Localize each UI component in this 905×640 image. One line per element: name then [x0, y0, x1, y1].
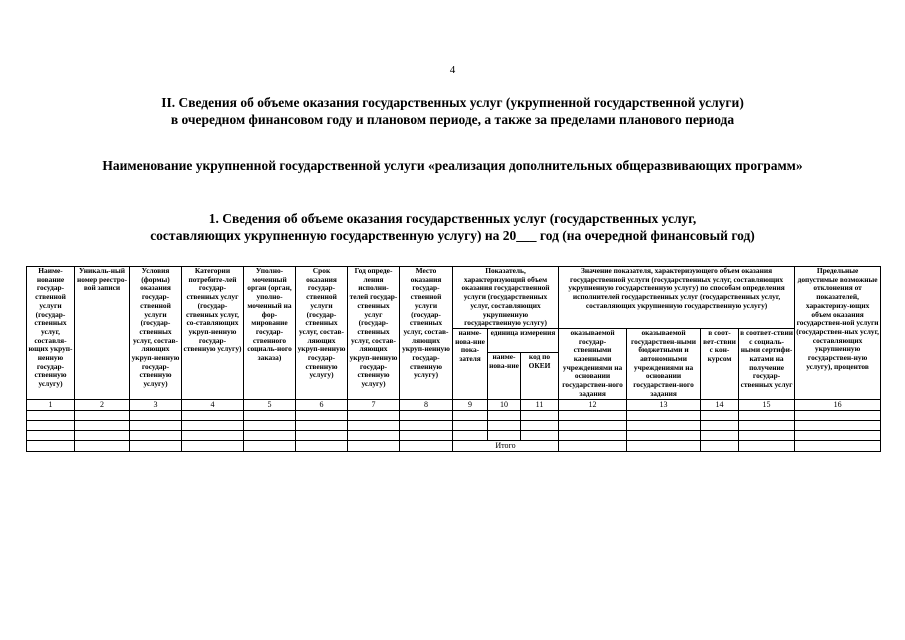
table-cell [453, 410, 488, 420]
table-cell [75, 440, 130, 451]
table-cell [488, 420, 521, 430]
header-indicator-group: Показатель, характеризующий объем оказания государственной услуги (государственных услуг, составляющих укрупненную государственную услугу) [453, 267, 559, 329]
table-cell [27, 420, 75, 430]
table-cell [348, 430, 400, 440]
header-registry-number: Уникаль-ный номер реестро-вой записи [75, 267, 130, 400]
column-number: 8 [400, 399, 453, 410]
column-number: 7 [348, 399, 400, 410]
header-unit-group: единица измерения [488, 328, 559, 352]
table-cell [75, 420, 130, 430]
table-cell [701, 430, 739, 440]
table-cell [348, 410, 400, 420]
table-cell [627, 410, 701, 420]
table-cell [27, 410, 75, 420]
header-budget-institutions: оказываемой государствен-ными бюджетными и автономными учреждениями на основании государствен-ного задания [627, 328, 701, 399]
table-cell [130, 430, 182, 440]
header-okei-code: код по ОКЕИ [521, 353, 559, 399]
table-cell [488, 410, 521, 420]
table-cell [400, 420, 453, 430]
table-cell [795, 410, 881, 420]
table-cell [453, 420, 488, 430]
table-cell [521, 410, 559, 420]
subsection-title-line-1: 1. Сведения об объеме оказания государственных услуг (государственных услуг, [208, 211, 697, 226]
table-cell [75, 410, 130, 420]
column-number: 9 [453, 399, 488, 410]
table-row [27, 430, 881, 440]
header-state-institutions: оказываемой государ-ственными казенными учреждениями на основании государствен-ного задания [559, 328, 627, 399]
table-cell [795, 420, 881, 430]
subsection-title-line-2: составляющих укрупненную государственную услугу) на 20___ год (на очередной финансовый год) [150, 228, 755, 243]
table-cell [739, 410, 795, 420]
subsection-title [0, 210, 905, 244]
table-cell [521, 420, 559, 430]
table-cell [244, 420, 296, 430]
section-title-line-2: в очередном финансовом году и плановом периоде, а также за пределами планового периода [170, 112, 735, 127]
header-service-term: Срок оказания государ-ственной услуги (государ-ственных услуг, состав-ляющих укруп-ненную государ-ственную услугу) [296, 267, 348, 400]
table-cell [296, 420, 348, 430]
table-cell [559, 410, 627, 420]
table-cell [795, 440, 881, 451]
column-number: 5 [244, 399, 296, 410]
column-number: 2 [75, 399, 130, 410]
table-cell [182, 430, 244, 440]
header-deviations: Предельные допустимые возможные отклонения от показателей, характеризу-ющих объем оказания государствен-ной услуги (государствен-ных услуг, составляющих укрупненную государствен-ную услугу), процентов [795, 267, 881, 400]
column-number: 3 [130, 399, 182, 410]
table-cell [244, 430, 296, 440]
service-name: Наименование укрупненной государственной услуги «реализация дополнительных общеразвивающих программ» [102, 158, 803, 173]
header-conditions: Условия (формы) оказания государ-ственной услуги (государ-ственных услуг, состав-ляющих укруп-ненную государ-ственную услугу) [130, 267, 182, 400]
table-cell [296, 430, 348, 440]
header-social-certificates: в соответ-ствии с социаль-ными сертифи-катами на получение государ-ственных услуг [739, 328, 795, 399]
table-cell [559, 430, 627, 440]
column-number: 16 [795, 399, 881, 410]
column-number: 4 [182, 399, 244, 410]
header-consumer-categories: Категории потребите-лей государ-ственных услуг (государ-ственных услуг, со-ставляющих укруп-ненную государ-ственную услугу) [182, 267, 244, 400]
header-executor-year: Год опреде-ления исполни-телей государ-ственных услуг (государ-ственных услуг, состав-ляющих укруп-ненную государ-ственную услугу) [348, 267, 400, 400]
section-title-line-1: II. Сведения об объеме оказания государственных услуг (укрупненной государственной услуги) [161, 95, 744, 110]
table-row [27, 410, 881, 420]
table-cell [182, 410, 244, 420]
table-cell [453, 430, 488, 440]
column-number: 13 [627, 399, 701, 410]
column-number: 15 [739, 399, 795, 410]
header-indicator-name: наиме-нова-ние пока-зателя [453, 328, 488, 399]
total-label: Итого [453, 440, 559, 451]
table-cell [400, 440, 453, 451]
table-cell [559, 440, 627, 451]
table-cell [182, 420, 244, 430]
header-row-1 [27, 267, 881, 329]
table-cell [559, 420, 627, 430]
table-cell [627, 430, 701, 440]
table-cell [296, 410, 348, 420]
table-cell [130, 410, 182, 420]
table-cell [739, 420, 795, 430]
table-cell [701, 410, 739, 420]
table-cell [348, 440, 400, 451]
column-number: 14 [701, 399, 739, 410]
table-cell [521, 430, 559, 440]
column-number: 12 [559, 399, 627, 410]
table-cell [130, 420, 182, 430]
table-cell [27, 440, 75, 451]
table-cell [244, 410, 296, 420]
table-cell [739, 440, 795, 451]
table-cell [627, 420, 701, 430]
service-volume-table [26, 266, 881, 452]
column-number: 11 [521, 399, 559, 410]
header-competition: в соот-вет-ствии с кон-курсом [701, 328, 739, 399]
table-cell [400, 410, 453, 420]
table-cell [75, 430, 130, 440]
table-row [27, 420, 881, 430]
header-service-place: Место оказания государ-ственной услуги (государ-ственных услуг, состав-ляющих укруп-ненную государ-ственную услугу) [400, 267, 453, 400]
table-cell [182, 440, 244, 451]
page-number: 4 [449, 64, 456, 76]
header-authorized-body: Уполно-моченный орган (орган, уполно-моченный на фор-мирование государ-ственного социаль-ного заказа) [244, 267, 296, 400]
table-cell [795, 430, 881, 440]
header-service-name: Наиме-нование государ-ственной услуги (государ-ственных услуг, составля-ющих укруп-ненную государ-ственную услугу) [27, 267, 75, 400]
header-value-group: Значение показателя, характеризующего объем оказания государственной услуги (государственных услуг, составляющих укрупненную государственную услугу) по способам определения исполнителей государственных услуг (государственных услуг, составляющих укрупненную государственную услугу) [559, 267, 795, 329]
table-cell [701, 420, 739, 430]
header-unit-name: наиме-нова-ние [488, 353, 521, 399]
column-number-row [27, 399, 881, 410]
section-title [0, 94, 905, 128]
table-cell [244, 440, 296, 451]
column-number: 6 [296, 399, 348, 410]
table-cell [739, 430, 795, 440]
table-cell [400, 430, 453, 440]
table-cell [27, 430, 75, 440]
table-cell [627, 440, 701, 451]
table-cell [701, 440, 739, 451]
column-number: 1 [27, 399, 75, 410]
table-cell [130, 440, 182, 451]
total-row [27, 440, 881, 451]
table-cell [348, 420, 400, 430]
table-cell [296, 440, 348, 451]
table-cell [488, 430, 521, 440]
column-number: 10 [488, 399, 521, 410]
